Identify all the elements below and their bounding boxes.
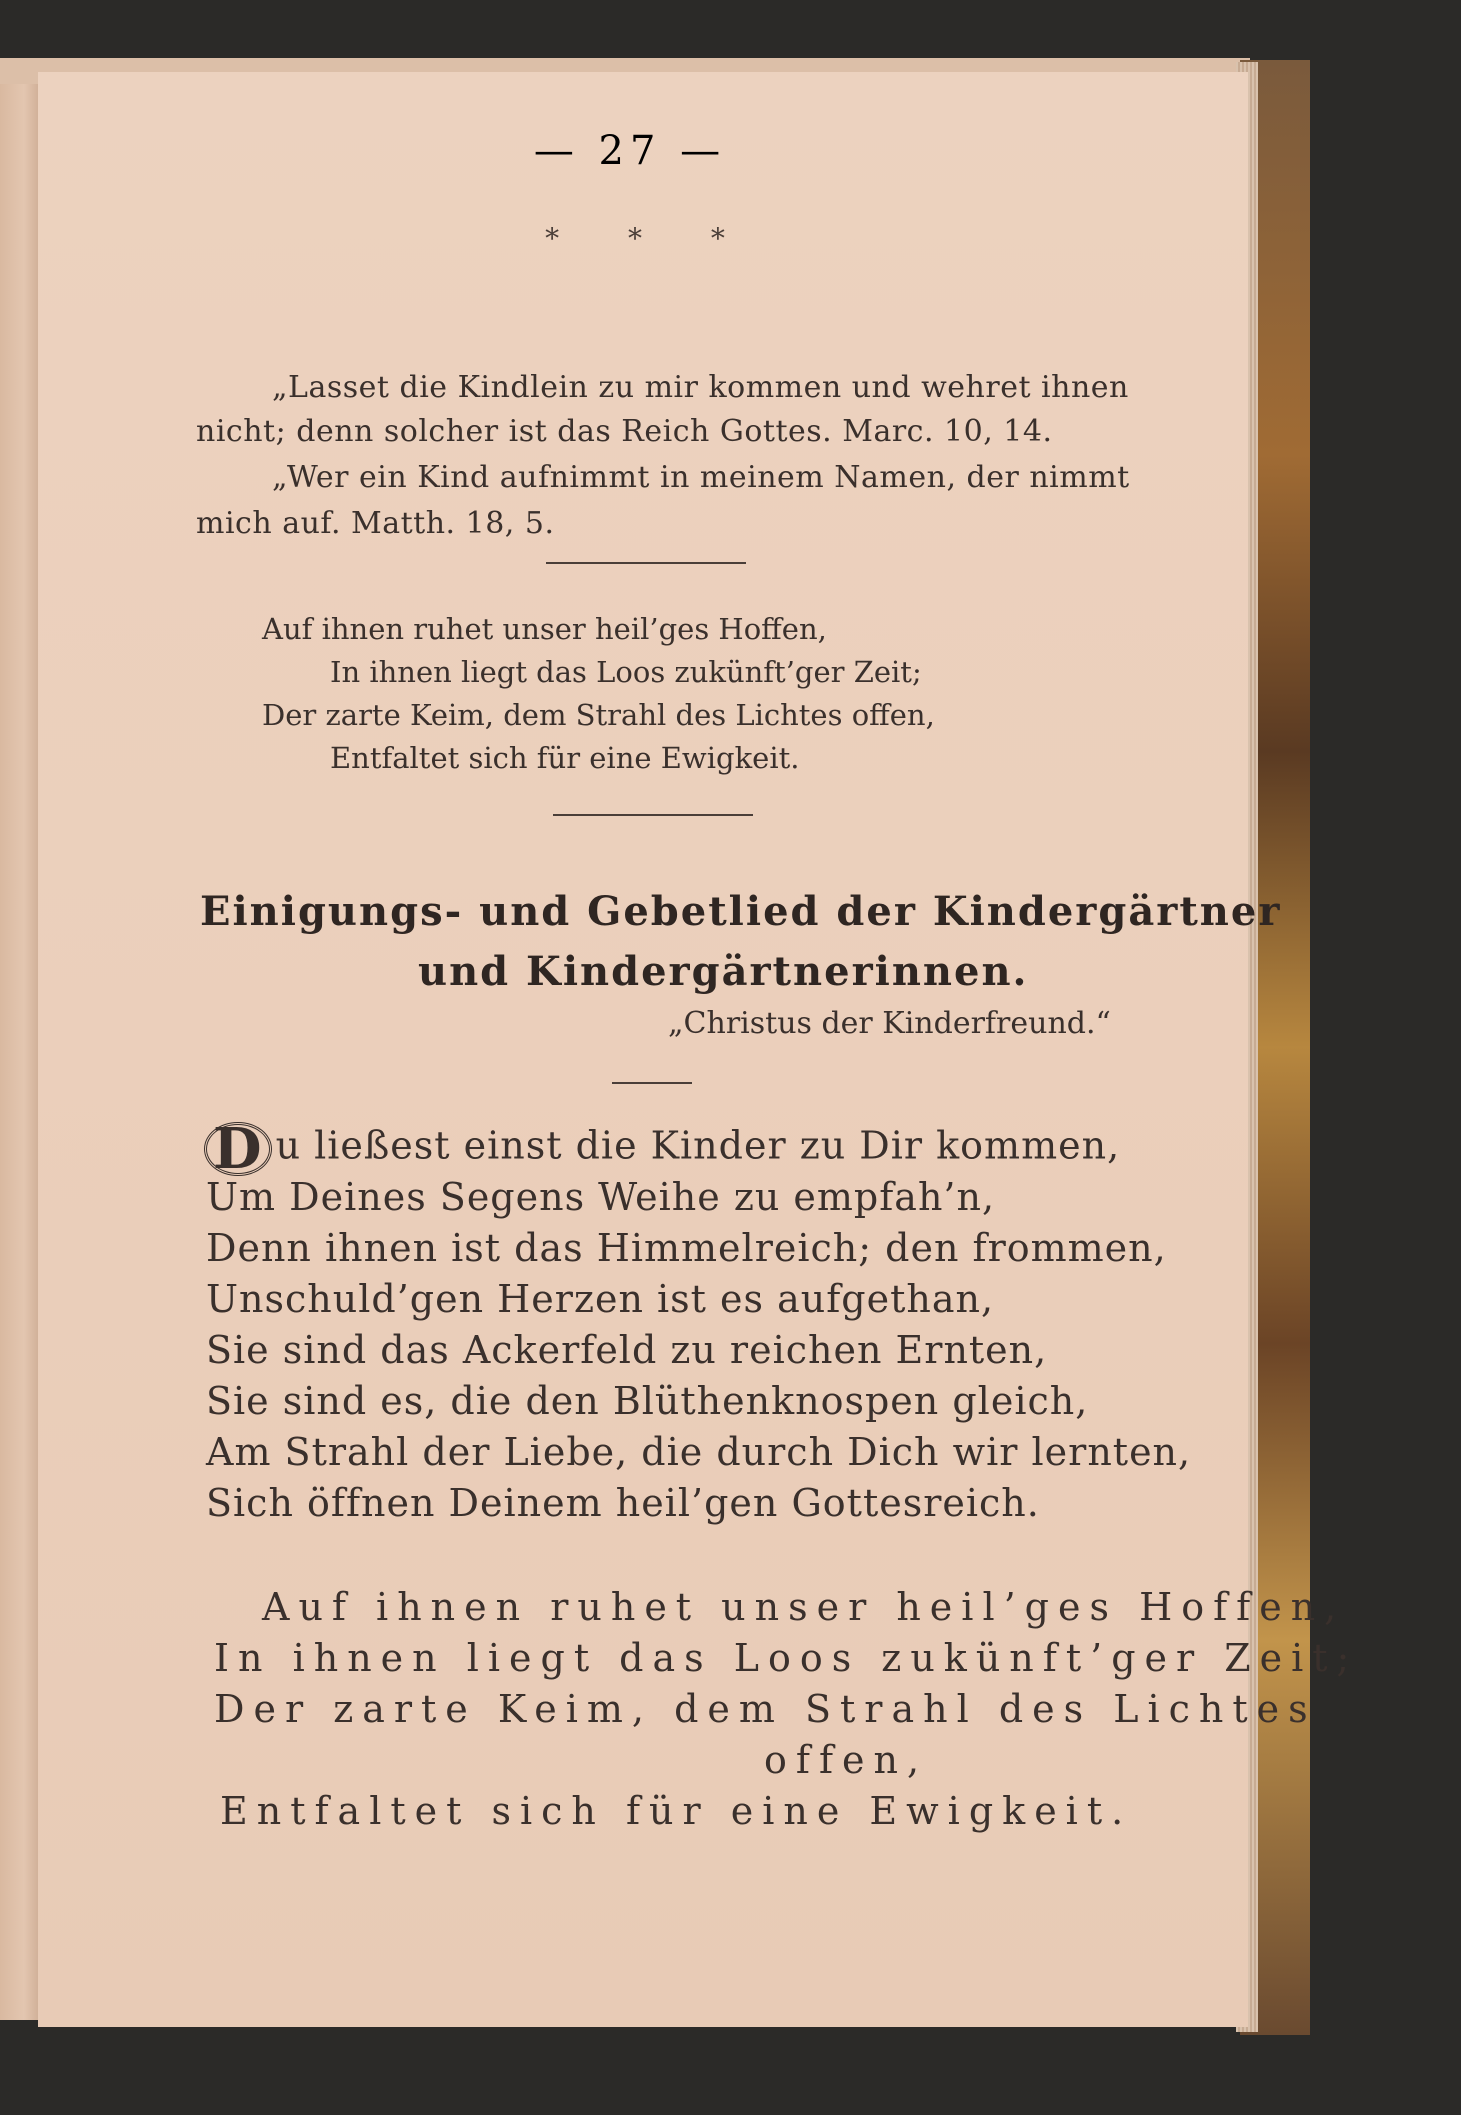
melody-reference: „Christus der Kinderfreund.“ [668,1006,1111,1041]
page-number: — 27 — [533,128,727,174]
small-stanza-line: Auf ihnen ruhet unser heil’ges Hoffen, [262,612,827,646]
quote-line-1: „Lasset die Kindlein zu mir kommen und wehret ihnen [272,370,1129,405]
refrain-line: In ihnen liegt das Loos zukünft’ger Zeit; [214,1636,1359,1680]
small-stanza-line: Der zarte Keim, dem Strahl des Lichtes offen, [262,698,935,732]
divider-rule [553,814,753,816]
main-stanza-line: Sie sind es, die den Blüthenknospen gleich, [206,1379,1089,1423]
main-stanza-line: Unschuld’gen Herzen ist es aufgethan, [206,1277,995,1321]
left-page-edge [0,80,42,2020]
section-asterisks: * * * [545,222,755,255]
quote-line-3: „Wer ein Kind aufnimmt in meinem Namen, der nimmt [272,460,1130,495]
main-stanza-first-line-text: u ließest einst die Kinder zu Dir kommen, [275,1123,1121,1168]
main-stanza-line: Sie sind das Ackerfeld zu reichen Ernten, [206,1328,1048,1372]
refrain-line: Auf ihnen ruhet unser heil’ges Hoffen, [262,1585,1346,1629]
quote-line-4: mich auf. Matth. 18, 5. [196,506,555,541]
main-stanza-line: Sich öffnen Deinem heil’gen Gottesreich. [206,1481,1040,1525]
song-title-line-1: Einigungs- und Gebetlied der Kindergärtner [200,888,1282,935]
divider-rule [612,1082,692,1084]
small-stanza-line: In ihnen liegt das Loos zukünft’ger Zeit; [330,655,922,689]
book-page [38,72,1248,2027]
main-stanza-line: Um Deines Segens Weihe zu empfah’n, [206,1175,996,1219]
main-stanza-line: Denn ihnen ist das Himmelreich; den frommen, [206,1226,1167,1270]
refrain-line: Der zarte Keim, dem Strahl des Lichtes [214,1687,1317,1731]
small-stanza-line: Entfaltet sich für eine Ewigkeit. [330,741,800,775]
quote-line-2: nicht; denn solcher ist das Reich Gottes. Marc. 10, 14. [196,414,1053,449]
drop-cap: D [204,1122,272,1176]
main-stanza-first-line [204,1116,1121,1182]
song-title-line-2: und Kindergärtnerinnen. [418,948,1029,995]
refrain-line: Entfaltet sich für eine Ewigkeit. [220,1789,1133,1833]
divider-rule [546,562,746,564]
main-stanza-line: Am Strahl der Liebe, die durch Dich wir lernten, [206,1430,1192,1474]
refrain-line: offen, [764,1738,929,1782]
